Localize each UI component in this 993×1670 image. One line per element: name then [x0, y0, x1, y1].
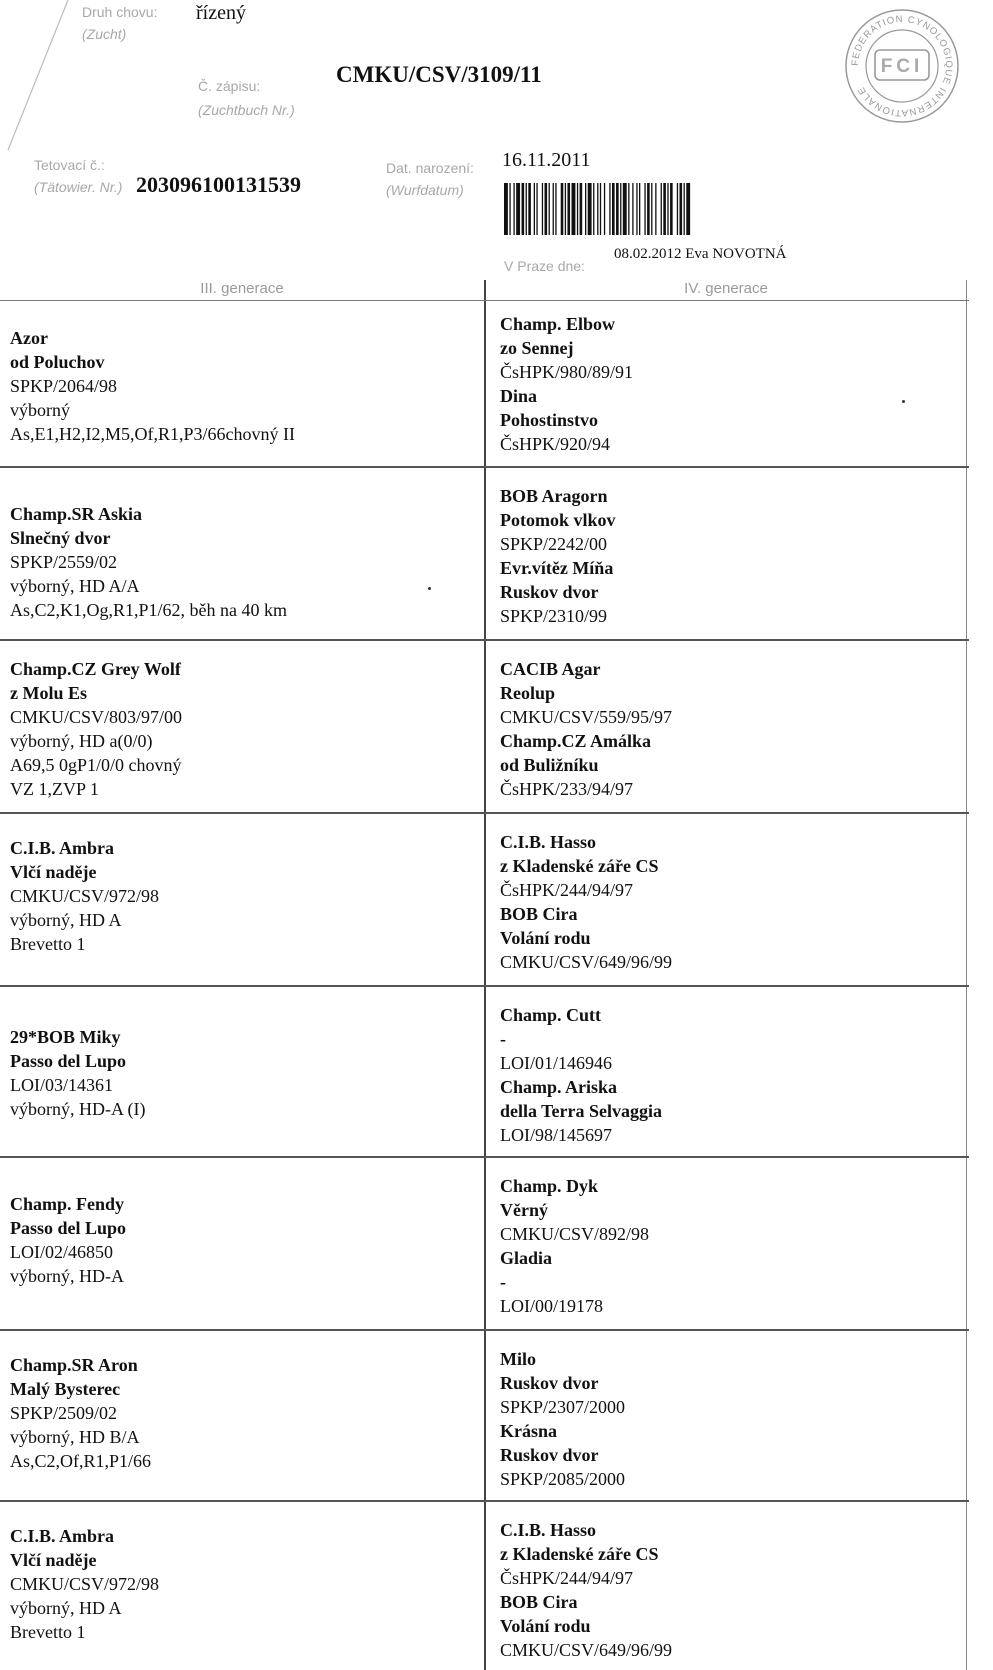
ancestor-detail-line: výborný, HD-A (I) [10, 1099, 146, 1119]
barcode-bar [663, 183, 666, 235]
birth-date-label-de: (Wurfdatum) [386, 182, 464, 198]
ancestor-detail-line: As,C2,K1,Og,R1,P1/62, běh na 40 km [10, 600, 288, 620]
ancestor-title-name: Champ.SR Aron [10, 1355, 138, 1375]
barcode-bar [609, 183, 610, 235]
ancestor-detail-line: výborný, HD B/A [10, 1427, 140, 1447]
pedigree-table [0, 280, 993, 1670]
great-ancestor-title-name: Krásna [500, 1421, 558, 1441]
great-ancestor-registration: ČsHPK/980/89/91 [500, 362, 634, 382]
third-generation-cell [10, 1524, 159, 1644]
barcode-bar [616, 183, 619, 235]
great-ancestor-registration: CMKU/CSV/649/96/99 [500, 952, 673, 972]
barcode-bar [667, 183, 668, 235]
great-ancestor-registration: SPKP/2242/00 [500, 534, 608, 554]
ancestor-kennel-name: Passo del Lupo [10, 1218, 127, 1238]
barcode-bar [526, 183, 527, 235]
fci-seal-logo [842, 6, 962, 126]
great-ancestor-kennel-name: - [500, 1029, 506, 1049]
barcode-bar [670, 183, 673, 235]
svg-text:FCI: FCI [880, 56, 924, 77]
barcode-bar [680, 183, 683, 235]
ancestor-title-name: 29*BOB Miky [10, 1027, 121, 1047]
ancestor-title-name: C.I.B. Ambra [10, 838, 115, 858]
third-generation-cell [10, 1025, 145, 1121]
great-ancestor-title-name: Champ. Ariska [500, 1077, 618, 1097]
great-ancestor-title-name: CACIB Agar [500, 659, 601, 679]
great-ancestor-kennel-name: della Terra Selvaggia [500, 1101, 662, 1121]
great-ancestor-title-name: Champ. Dyk [500, 1176, 599, 1196]
barcode-bar [580, 183, 583, 235]
barcode-bar [628, 183, 629, 235]
barcode-bar [542, 183, 543, 235]
barcode-bar [577, 183, 578, 235]
ancestor-detail-line: CMKU/CSV/972/98 [10, 1574, 160, 1594]
fourth-generation-cell [500, 484, 616, 628]
barcode-bar [534, 183, 535, 235]
great-ancestor-title-name: BOB Cira [500, 1592, 578, 1612]
tattoo-number-value: 203096100131539 [136, 172, 301, 197]
scan-speck [428, 587, 431, 590]
ancestor-title-name: Azor [10, 328, 48, 348]
ancestor-detail-line: výborný, HD A/A [10, 576, 140, 596]
barcode-bar [509, 183, 510, 235]
great-ancestor-registration: LOI/98/145697 [500, 1125, 612, 1145]
right-border [966, 280, 967, 1670]
great-ancestor-registration: SPKP/2310/99 [500, 606, 608, 626]
tattoo-number-label-de: (Tätowier. Nr.) [34, 179, 123, 195]
ancestor-detail-line: výborný, HD-A [10, 1266, 124, 1286]
great-ancestor-kennel-name: od Buližníku [500, 755, 599, 775]
barcode-bar [504, 183, 508, 235]
barcode-bar [565, 183, 566, 235]
barcode-bar [684, 183, 685, 235]
barcode-bar [612, 183, 615, 235]
great-ancestor-registration: ČsHPK/233/94/97 [500, 779, 634, 799]
great-ancestor-title-name: Gladia [500, 1248, 553, 1268]
barcode-bar [597, 183, 598, 235]
great-ancestor-registration: SPKP/2307/2000 [500, 1397, 626, 1417]
great-ancestor-kennel-name: Reolup [500, 683, 556, 703]
ancestor-title-name: Champ.CZ Grey Wolf [10, 659, 181, 679]
ancestor-detail-line: výborný, HD A [10, 1598, 122, 1618]
registration-number-label-de: (Zuchtbuch Nr.) [198, 102, 295, 118]
great-ancestor-registration: ČsHPK/244/94/97 [500, 880, 634, 900]
great-ancestor-title-name: BOB Cira [500, 904, 578, 924]
barcode-bar [655, 183, 656, 235]
ancestor-kennel-name: Passo del Lupo [10, 1051, 127, 1071]
registration-number-value: CMKU/CSV/3109/11 [336, 62, 542, 87]
ancestor-detail-line: výborný [10, 400, 70, 420]
row-divider [0, 985, 969, 987]
paper-fold-line [0, 0, 80, 150]
barcode-bar [545, 183, 548, 235]
scan-speck [902, 400, 905, 403]
ancestor-kennel-name: Vlčí naděje [10, 862, 97, 882]
great-ancestor-registration: CMKU/CSV/649/96/99 [500, 1640, 673, 1660]
great-ancestor-registration: CMKU/CSV/892/98 [500, 1224, 650, 1244]
ancestor-kennel-name: z Molu Es [10, 683, 88, 703]
breed-type-label-de: (Zucht) [82, 26, 127, 42]
ancestor-title-name: C.I.B. Ambra [10, 1526, 115, 1546]
barcode-bar [651, 183, 652, 235]
ancestor-detail-line: výborný, HD a(0/0) [10, 731, 153, 751]
great-ancestor-kennel-name: Volání rodu [500, 928, 591, 948]
great-ancestor-registration: LOI/01/146946 [500, 1053, 612, 1073]
ancestor-title-name: Champ. Fendy [10, 1194, 125, 1214]
ancestor-title-name: Champ.SR Askia [10, 504, 143, 524]
third-generation-cell [10, 502, 287, 622]
ancestor-detail-line: výborný, HD A [10, 910, 122, 930]
great-ancestor-kennel-name: Věrný [500, 1200, 548, 1220]
row-divider [0, 639, 969, 641]
row-divider [0, 466, 969, 468]
fourth-generation-cell [500, 1347, 625, 1491]
barcode-bar [555, 183, 556, 235]
column-header-third-generation: III. generace [200, 280, 284, 297]
registration-number-label: Č. zápisu: [198, 78, 261, 94]
fourth-generation-cell [500, 312, 633, 456]
great-ancestor-registration: LOI/00/19178 [500, 1296, 603, 1316]
great-ancestor-kennel-name: z Kladenské záře CS [500, 856, 659, 876]
ancestor-detail-line: As,C2,Of,R1,P1/66 [10, 1451, 152, 1471]
issue-date-signature: 08.02.2012 Eva NOVOTNÁ [614, 246, 787, 262]
great-ancestor-kennel-name: Ruskov dvor [500, 1445, 599, 1465]
ancestor-kennel-name: od Poluchov [10, 352, 105, 372]
barcode-bar [686, 183, 690, 235]
great-ancestor-title-name: C.I.B. Hasso [500, 832, 597, 852]
breed-type-value: řízený [196, 2, 246, 24]
great-ancestor-kennel-name: Ruskov dvor [500, 582, 599, 602]
barcode-bar [588, 183, 592, 235]
third-generation-cell [10, 657, 182, 801]
third-generation-cell [10, 326, 295, 446]
ancestor-detail-line: VZ 1,ZVP 1 [10, 779, 99, 799]
barcode-bar [600, 183, 601, 235]
ancestor-detail-line: As,E1,H2,I2,M5,Of,R1,P3/66chovný II [10, 424, 295, 444]
barcode-bar [553, 183, 554, 235]
great-ancestor-title-name: Evr.vítěz Míňa [500, 558, 614, 578]
ancestor-kennel-name: Malý Bysterec [10, 1379, 121, 1399]
ancestor-detail-line: CMKU/CSV/803/97/00 [10, 707, 183, 727]
ancestor-detail-line: SPKP/2064/98 [10, 376, 118, 396]
fourth-generation-cell [500, 1518, 672, 1662]
great-ancestor-registration: SPKP/2085/2000 [500, 1469, 626, 1489]
barcode-bar [593, 183, 594, 235]
third-generation-cell [10, 1353, 151, 1473]
great-ancestor-title-name: Champ. Cutt [500, 1005, 602, 1025]
ancestor-detail-line: SPKP/2509/02 [10, 1403, 118, 1423]
great-ancestor-kennel-name: Pohostinstvo [500, 410, 599, 430]
barcode-bar [572, 183, 576, 235]
row-divider [0, 1156, 969, 1158]
ancestor-kennel-name: Vlčí naděje [10, 1550, 97, 1570]
barcode-bar [585, 183, 586, 235]
fourth-generation-cell [500, 1174, 649, 1318]
ancestor-detail-line: A69,5 0gP1/0/0 chovný [10, 755, 182, 775]
fourth-generation-cell [500, 657, 672, 801]
barcode-bar [561, 183, 564, 235]
column-divider [484, 280, 486, 1670]
barcode-bar [604, 183, 605, 235]
barcode-bar [636, 183, 637, 235]
barcode-bar [644, 183, 645, 235]
barcode-bar [522, 183, 525, 235]
fourth-generation-cell [500, 1003, 662, 1147]
barcode-bar [623, 183, 627, 235]
ancestor-detail-line: Brevetto 1 [10, 1622, 86, 1642]
column-header-fourth-generation: IV. generace [684, 280, 768, 297]
birth-date-value: 16.11.2011 [502, 149, 591, 171]
great-ancestor-title-name: Champ. Elbow [500, 314, 616, 334]
ancestor-detail-line: LOI/02/46850 [10, 1242, 113, 1262]
birth-date-label: Dat. narození: [386, 160, 474, 176]
great-ancestor-registration: ČsHPK/920/94 [500, 434, 611, 454]
barcode-bar [632, 183, 633, 235]
great-ancestor-registration: ČsHPK/244/94/97 [500, 1568, 634, 1588]
barcode-bar [639, 183, 640, 235]
issue-place-label: V Praze dne: [504, 258, 585, 274]
third-generation-cell [10, 836, 159, 956]
barcode [504, 183, 862, 235]
tattoo-number-label: Tetovací č.: [34, 157, 105, 173]
barcode-bar [647, 183, 650, 235]
great-ancestor-registration: CMKU/CSV/559/95/97 [500, 707, 673, 727]
barcode-bar [513, 183, 514, 235]
great-ancestor-kennel-name: zo Sennej [500, 338, 574, 358]
great-ancestor-kennel-name: Potomok vlkov [500, 510, 616, 530]
great-ancestor-title-name: BOB Aragorn [500, 486, 608, 506]
row-divider [0, 1329, 969, 1331]
great-ancestor-kennel-name: - [500, 1272, 506, 1292]
barcode-bar [620, 183, 621, 235]
ancestor-detail-line: CMKU/CSV/972/98 [10, 886, 160, 906]
ancestor-kennel-name: Slnečný dvor [10, 528, 111, 548]
header-divider [0, 300, 969, 301]
barcode-bar [549, 183, 550, 235]
fourth-generation-cell [500, 830, 672, 974]
ancestor-detail-line: LOI/03/14361 [10, 1075, 113, 1095]
great-ancestor-kennel-name: Ruskov dvor [500, 1373, 599, 1393]
barcode-bar [567, 183, 570, 235]
great-ancestor-kennel-name: Volání rodu [500, 1616, 591, 1636]
third-generation-cell [10, 1192, 126, 1288]
great-ancestor-title-name: Champ.CZ Amálka [500, 731, 652, 751]
barcode-bar [528, 183, 531, 235]
ancestor-detail-line: SPKP/2559/02 [10, 552, 118, 572]
great-ancestor-title-name: Milo [500, 1349, 536, 1369]
ancestor-detail-line: Brevetto 1 [10, 934, 86, 954]
row-divider [0, 1500, 969, 1502]
breed-type-label: Druh chovu: [82, 4, 158, 20]
barcode-bar [516, 183, 520, 235]
barcode-bar [677, 183, 678, 235]
great-ancestor-title-name: Dina [500, 386, 538, 406]
row-divider [0, 812, 969, 814]
great-ancestor-kennel-name: z Kladenské záře CS [500, 1544, 659, 1564]
great-ancestor-title-name: C.I.B. Hasso [500, 1520, 597, 1540]
barcode-bar [536, 183, 537, 235]
svg-text:FEDERATION CYNOLOGIQUE INTERNA: FEDERATION CYNOLOGIQUE INTERNATIONALE [849, 13, 955, 119]
barcode-bar [661, 183, 662, 235]
